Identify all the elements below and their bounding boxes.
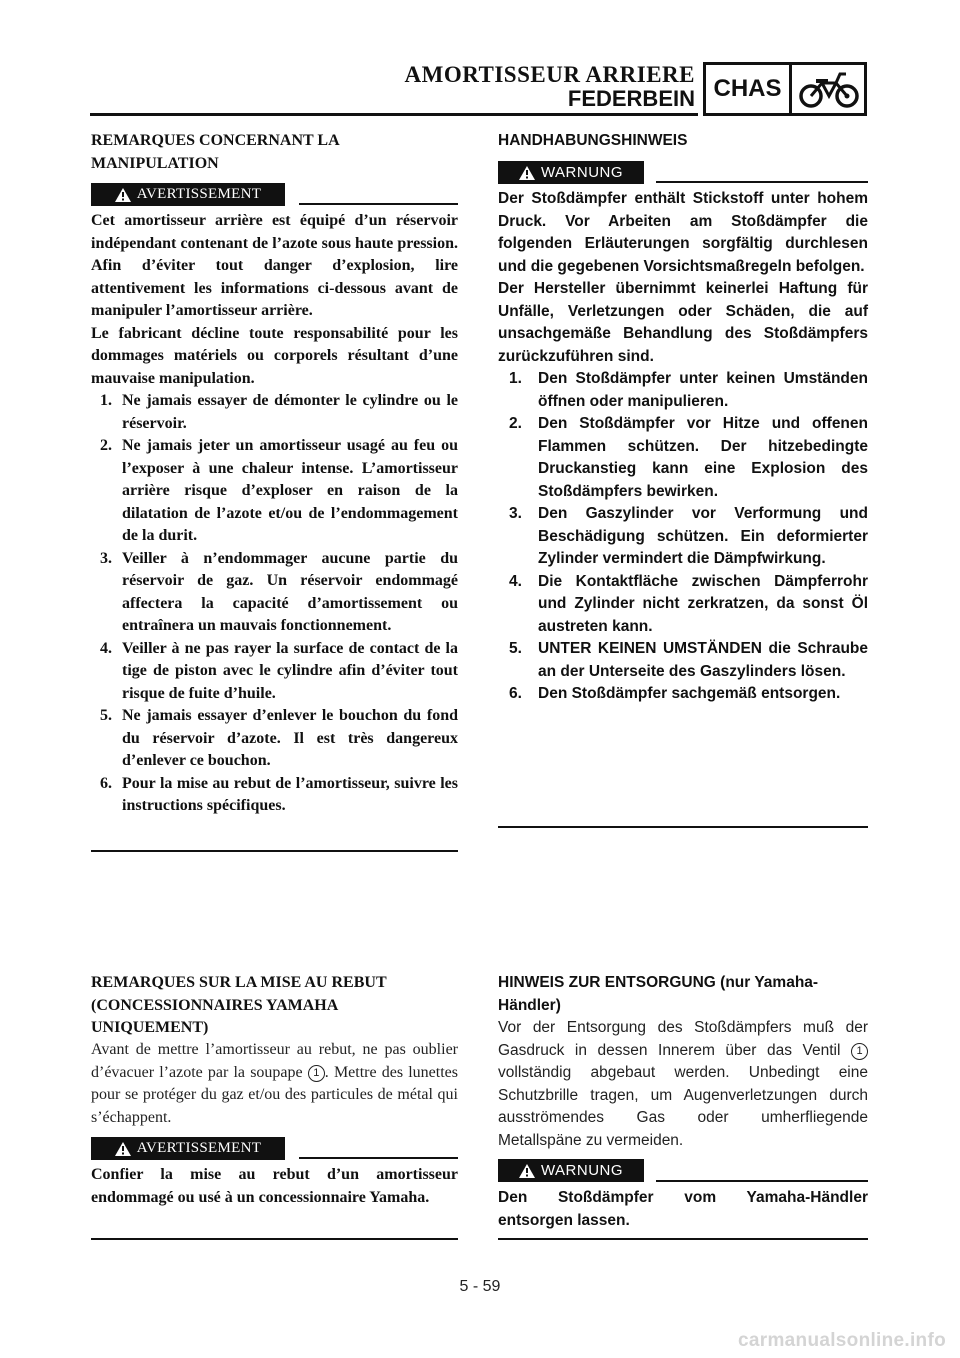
de-warning-rule xyxy=(656,181,868,183)
fr-handling-liability: Le fabricant décline toute responsabilité pour les dommages matériels ou corporels résultant d’une mauvaise manipulation. xyxy=(91,324,458,387)
fr-disposal-warning-label: AVERTISSEMENT xyxy=(136,1140,262,1156)
fr-disposal-warning-text: Confier la mise au rebut d’un amortisseur endommagé ou usé à un concessionnaire Yamaha. xyxy=(91,1166,458,1206)
header-rule xyxy=(90,113,698,116)
de-warning-label: WARNUNG xyxy=(540,164,624,181)
header-title-de: FEDERBEIN xyxy=(567,86,695,111)
header-title-fr: AMORTISSEUR ARRIERE xyxy=(404,62,695,87)
list-item: 2. Den Stoßdämpfer vor Hitze und offenen Flammen schützen. Der hitzebedingte Druckanstieg kann eine Explosion des Stoßdämpfers bewirken. xyxy=(509,415,868,500)
fr-warning-rule xyxy=(299,203,458,205)
de-disposal-warning-label: WARNUNG xyxy=(540,1162,624,1179)
de-warning-badge xyxy=(498,161,644,184)
motorcycle-icon xyxy=(796,69,862,111)
de-disposal-warning-text: Den Stoßdämpfer vom Yamaha-Händler entsorgen lassen. xyxy=(498,1189,868,1229)
section-badge xyxy=(703,62,867,116)
fr-handling-body xyxy=(91,210,458,818)
fr-handling-intro: Cet amortisseur arrière est équipé d’un réservoir indépendant contenant de l’azote sous haute pression. Afin d’éviter tout danger d’explosion, lire attentivement les informations ci-dessous avant de manipuler l’amortisseur arrière. xyxy=(91,212,458,319)
de-handling-intro: Der Stoßdämpfer enthält Stickstoff unter hohem Druck. Vor Arbeiten am Stoßdämpfer die folgenden Erläuterungen sorgfältig durchlesen und die gegebenen Vorsichtsmaßregeln befolgen. xyxy=(498,190,868,275)
list-item: 6. Pour la mise au rebut de l’amortisseur, suivre les instructions spécifiques. xyxy=(100,774,458,814)
list-item: 4. Veiller à ne pas rayer la surface de contact de la tige de piston avec le cylindre afin d’éviter tout risque de fuite d’huile. xyxy=(100,639,458,702)
warning-triangle-icon xyxy=(115,1142,131,1156)
list-item: 3. Den Gaszylinder vor Verformung und Beschädigung schützen. Ein deformierter Zylinder vermindert die Dämpfwirkung. xyxy=(509,505,868,567)
list-item: 5. UNTER KEINEN UMSTÄNDEN die Schraube an der Unterseite des Gaszylinders lösen. xyxy=(509,640,868,680)
watermark: carmanualsonline.info xyxy=(738,1330,946,1351)
de-disposal-warning-rule xyxy=(656,1180,868,1182)
page-number: 5 - 59 xyxy=(459,1278,501,1295)
warning-triangle-icon xyxy=(115,188,131,202)
fr-handling-end-rule xyxy=(91,850,458,852)
list-item: 5. Ne jamais essayer d’enlever le bouchon du fond du réservoir d’azote. Il est très dangereux d’enlever ce bouchon. xyxy=(100,707,458,769)
list-item: 4. Die Kontaktfläche zwischen Dämpferrohr und Zylinder nicht zerkratzen, da sonst Öl austreten kann. xyxy=(509,572,868,635)
list-item: 1. Ne jamais essayer de démonter le cylindre ou le réservoir. xyxy=(100,392,458,432)
fr-warning-badge xyxy=(91,183,285,206)
de-handling-heading: HANDHABUNGSHINWEIS xyxy=(498,132,688,149)
de-handling-body xyxy=(498,188,868,706)
fr-handling-list xyxy=(91,390,458,818)
fr-disposal-warning-badge xyxy=(91,1137,285,1160)
fr-disposal-body: Avant de mettre l’amortisseur au rebut, ne pas oublier d’évacuer l’azote par la soupape 1 . Mettre des lunettes pour se protéger du gaz et/ou des particules de métal qui s’échappent. xyxy=(91,1041,458,1126)
fr-handling-heading: REMARQUES CONCERNANT LA MANIPULATION xyxy=(91,132,339,172)
list-item: 1. Den Stoßdämpfer unter keinen Umständen öffnen oder manipulieren. xyxy=(509,370,868,410)
callout-1: 1 xyxy=(308,1065,325,1082)
list-item: 2. Ne jamais jeter un amortisseur usagé au feu ou l’exposer à une chaleur intense. L’amortisseur arrière risque d’exploser en raison de la dilatation de l’azote et/ou de l’endommagement de la durit. xyxy=(100,437,458,544)
warning-triangle-icon xyxy=(519,166,535,180)
warning-triangle-icon xyxy=(519,1164,535,1178)
fr-warning-label: AVERTISSEMENT xyxy=(136,186,262,202)
de-disposal-warning-badge xyxy=(498,1159,644,1182)
list-item: 6. Den Stoßdämpfer sachgemäß entsorgen. xyxy=(509,685,841,702)
section-label: CHAS xyxy=(706,65,792,113)
de-disposal-heading: HINWEIS ZUR ENTSORGUNG (nur Yamaha-Händler) xyxy=(498,974,819,1014)
de-disposal-end-rule xyxy=(498,1238,868,1240)
callout-1: 1 xyxy=(851,1043,868,1060)
de-disposal-body: Vor der Entsorgung des Stoßdämpfers muß der Gasdruck in dessen Innerem über das Ventil 1 vollständig abgebaut werden. Unbedingt eine Schutzbrille tragen, um Augenverletzungen durch ausströmendes Gas oder umherfliegende Metallspäne zu vermeiden. xyxy=(498,1019,868,1149)
de-handling-liability: Der Hersteller übernimmt keinerlei Haftung für Unfälle, Verletzungen oder Schäden, die auf unsachgemäße Behandlung des Stoßdämpfers zurückzuführen sind. xyxy=(498,280,868,365)
fr-disposal-end-rule xyxy=(91,1238,458,1240)
fr-disposal-heading: REMARQUES SUR LA MISE AU REBUT (CONCESSIONNAIRES YAMAHA UNIQUEMENT) xyxy=(91,974,387,1036)
de-handling-end-rule xyxy=(498,826,868,828)
fr-disposal-warning-rule xyxy=(299,1157,458,1159)
list-item: 3. Veiller à n’endommager aucune partie du réservoir de gaz. Un réservoir endommagé affectera la capacité d’amortissement ou entraînera un mauvais fonctionnement. xyxy=(100,549,458,634)
de-handling-list xyxy=(498,368,868,706)
